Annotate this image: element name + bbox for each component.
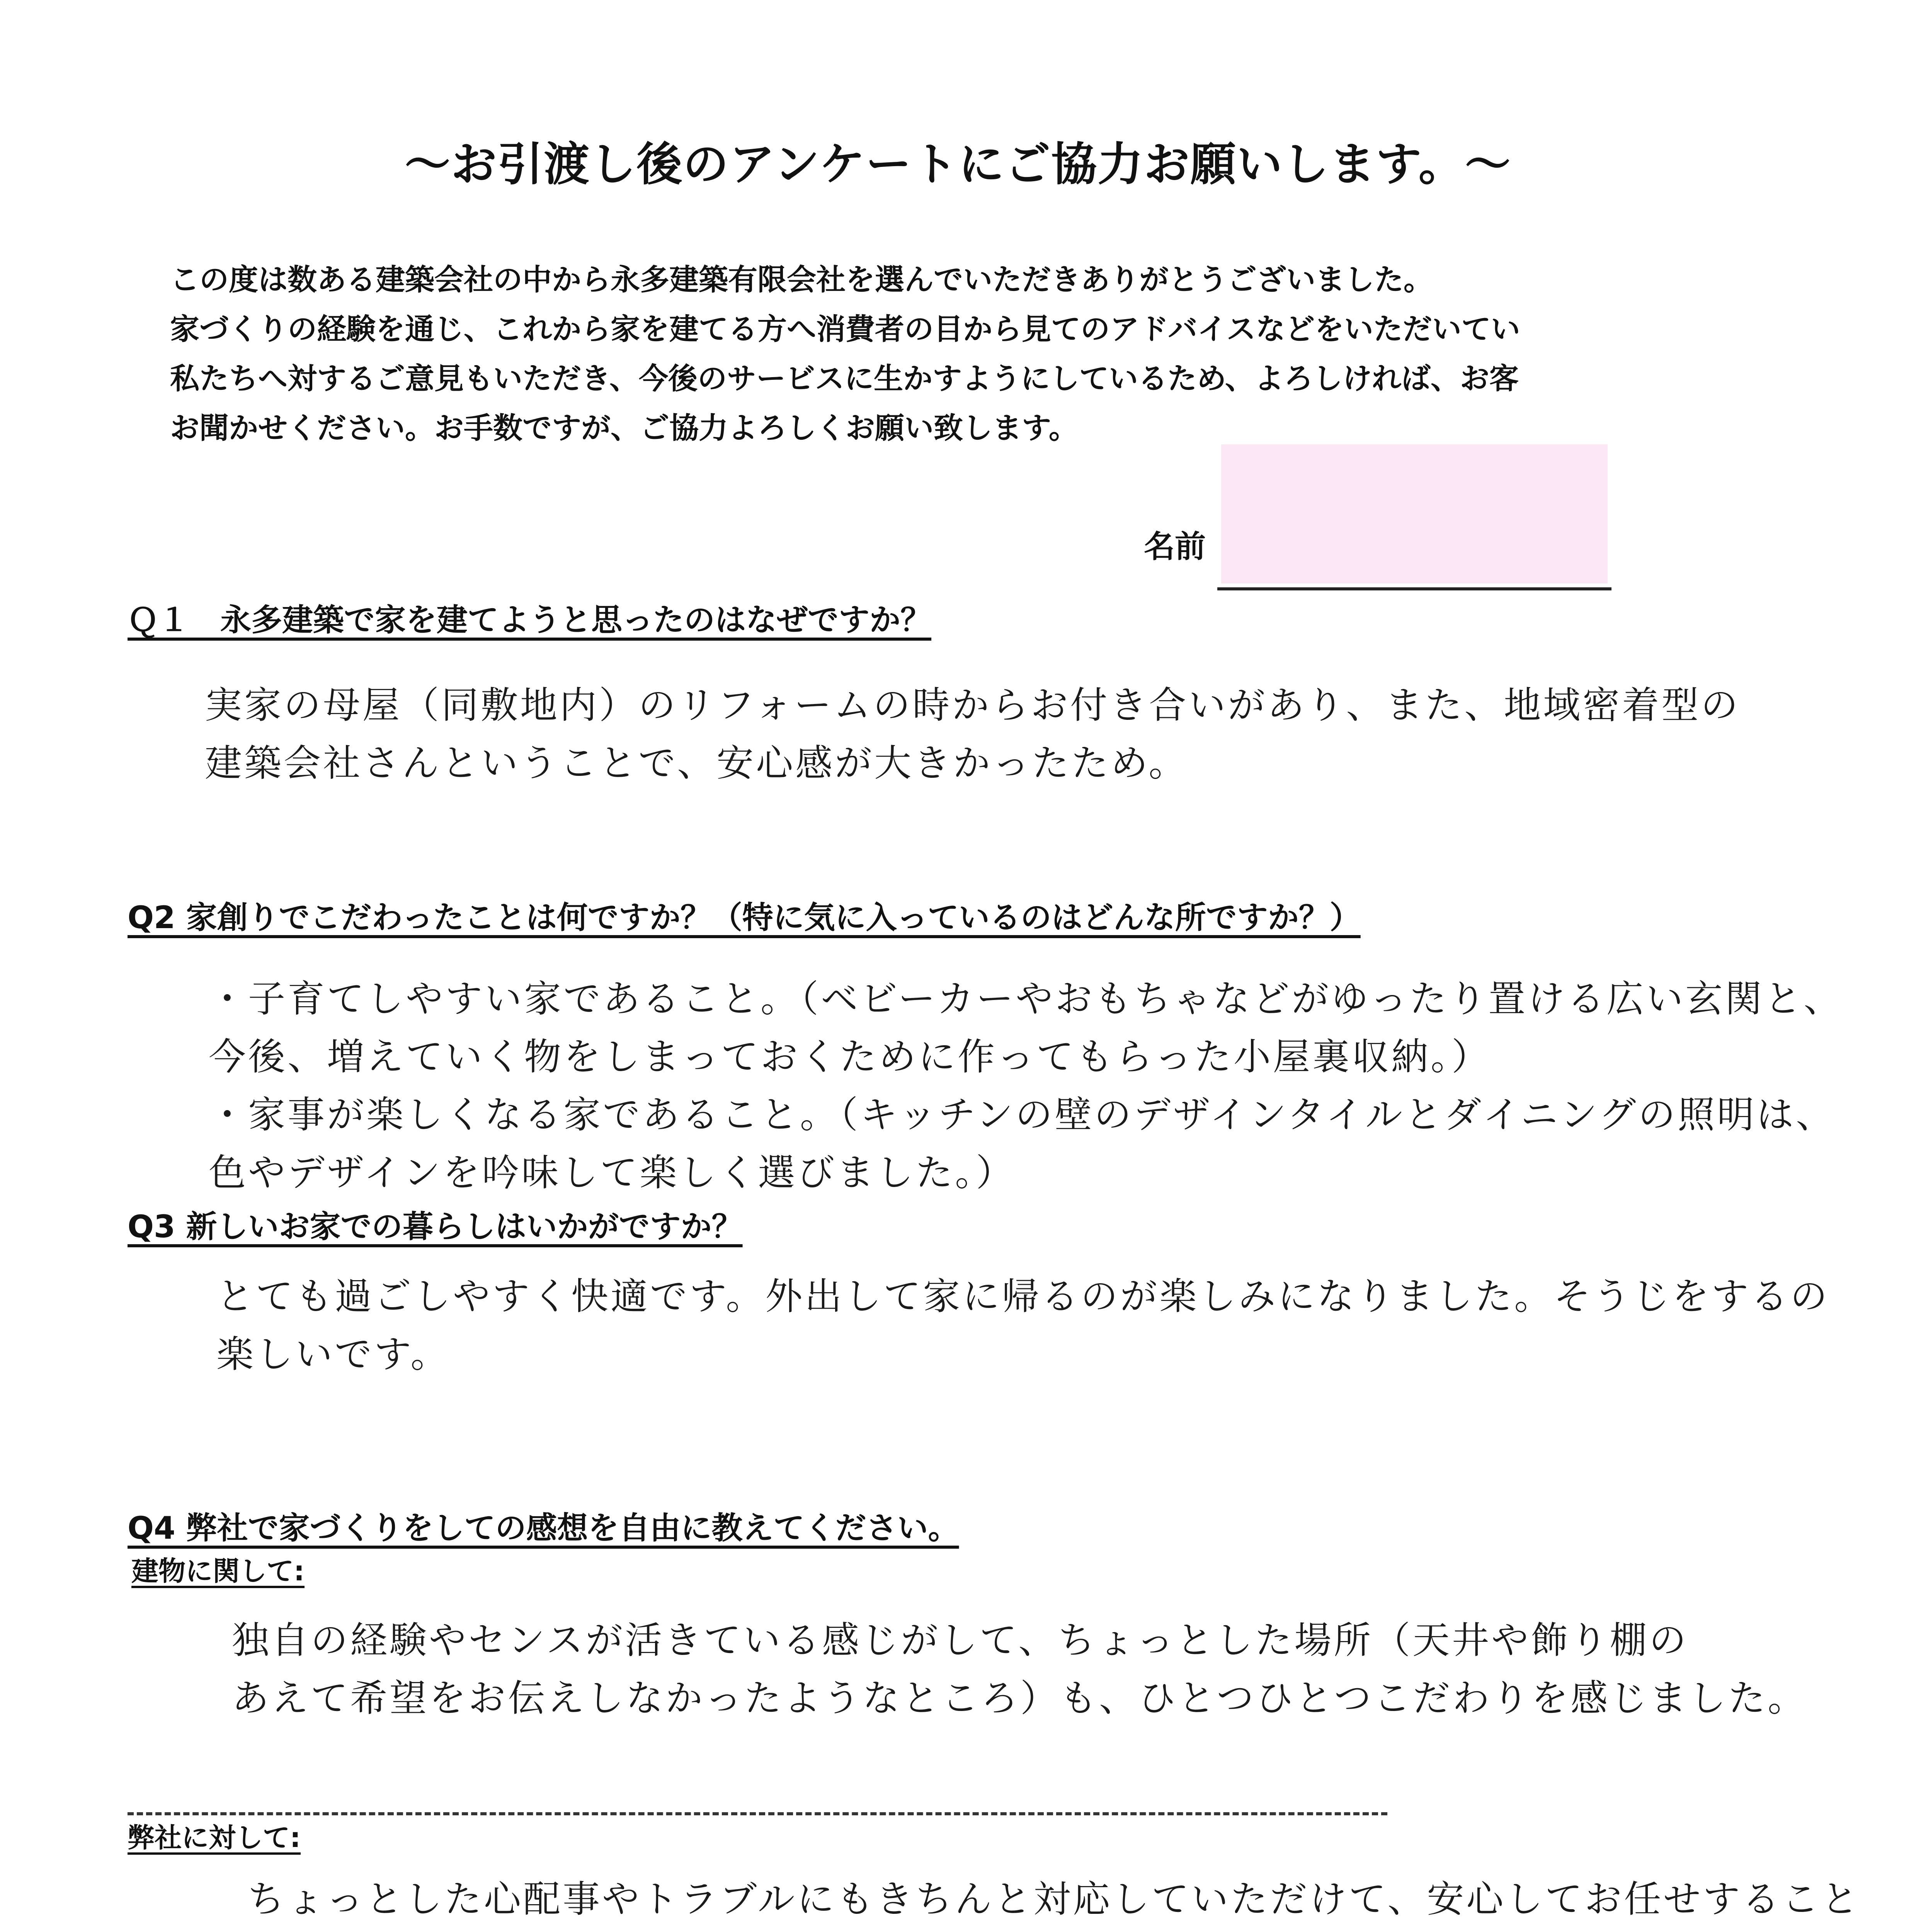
q2-answer-line: 今後、増えていく物をしまっておくために作ってもらった小屋裏収納。） [209, 1035, 1491, 1078]
q4-building-answer-line: あえて希望をお伝えしなかったようなところ）も、ひとつひとつこだわりを感じました。 [232, 1677, 1807, 1720]
q1-answer-line: 実家の母屋（同敷地内）のリフォームの時からお付き合いがあり、また、地域密着型の [205, 684, 1741, 727]
q4-company-answer-line [247, 1928, 1860, 1932]
q4-company-answer [247, 1870, 1860, 1932]
q4-building-answer-line: 独自の経験やセンスが活きている感じがして、ちょっとした場所（天井や飾り棚の [232, 1619, 1689, 1662]
q4-company-answer-line: ちょっとした心配事やトラブルにもきちんと対応していただけて、安心してお任せすること [247, 1878, 1861, 1921]
q2-answer-line: ・子育てしやすい家であること。（ベビーカーやおもちゃなどがゆったり置ける広い玄関と、 [209, 977, 1843, 1020]
intro-line: 私たちへ対するご意見もいただき、今後のサービスに生かすようにしているため、よろしければ、お客 [170, 361, 1519, 396]
name-underline [1217, 587, 1611, 590]
q4-building-answer [232, 1611, 1807, 1727]
q4-question: Q4 弊社で家づくりをしての感想を自由に教えてください。 [128, 1510, 959, 1546]
intro-line: この度は数ある建築会社の中から永多建築有限会社を選んでいただきありがとうございました。 [170, 262, 1433, 297]
q3-answer-line: とても過ごしやすく快適です。外出して家に帰るのが楽しみになりました。そうじをするの [216, 1275, 1830, 1318]
q2-answer-line: 色やデザインを吟味して楽しく選びました。） [209, 1151, 1016, 1194]
q4-company-label: 弊社に対して: [128, 1822, 301, 1854]
name-label: 名前 [1144, 529, 1206, 565]
q3-question: Q3 新しいお家での暮らしはいかがですか？ [128, 1209, 743, 1245]
q3-answer [216, 1267, 1829, 1383]
intro-paragraph [170, 255, 1611, 453]
section-divider [128, 1812, 1387, 1815]
q1-question: Ｑ１ 永多建築で家を建てようと思ったのはなぜですか？ [128, 602, 931, 638]
intro-line: お聞かせください。お手数ですが、ご協力よろしくお願い致します。 [170, 411, 1078, 445]
q3-answer-line: 楽しいです。 [216, 1333, 450, 1376]
q2-answer [209, 970, 1843, 1202]
q1-answer [205, 676, 1740, 792]
q2-answer-line: ・家事が楽しくなる家であること。（キッチンの壁のデザインタイルとダイニングの照明は、 [209, 1093, 1836, 1136]
survey-title: ～お引渡し後のアンケートにご協力お願いします。～ [405, 138, 1511, 191]
intro-line: 家づくりの経験を通じ、これから家を建てる方へ消費者の目から見てのアドバイスなどをいただいてい [170, 312, 1520, 346]
q1-answer-line: 建築会社さんということで、安心感が大きかったため。 [205, 742, 1188, 785]
q4-building-label: 建物に関して: [131, 1555, 305, 1587]
q2-question: Q2 家創りでこだわったことは何ですか？（特に気に入っているのはどんな所ですか？） [128, 900, 1361, 935]
name-redaction [1221, 444, 1608, 583]
